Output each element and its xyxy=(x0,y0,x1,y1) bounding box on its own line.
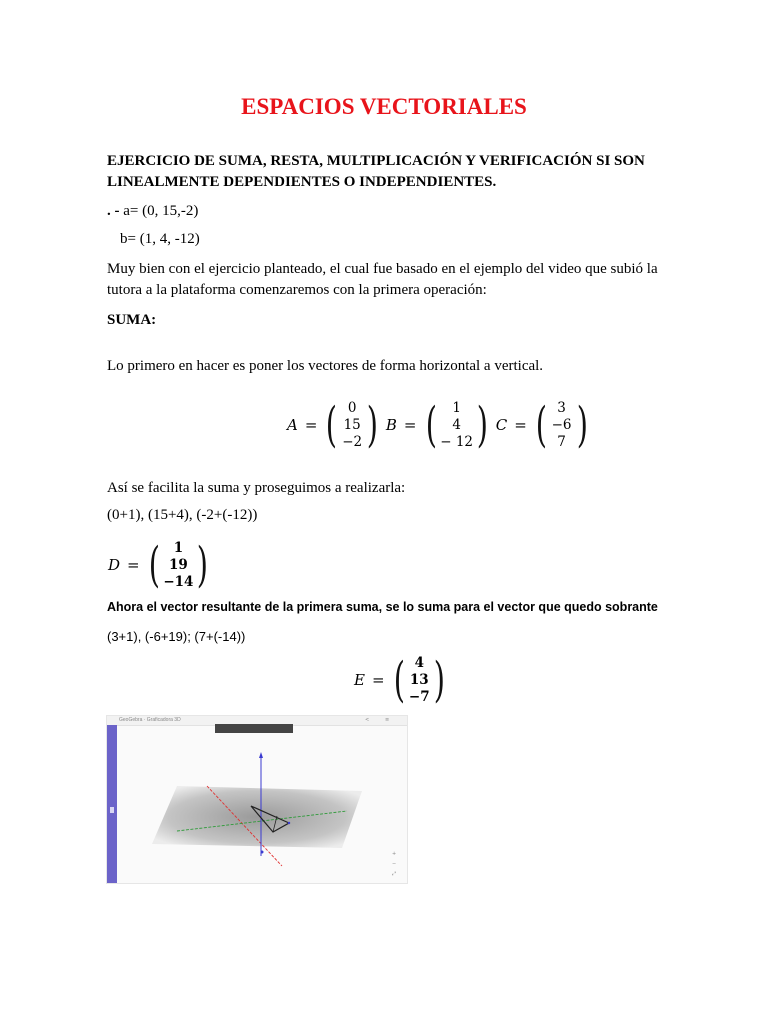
matrix-d: ( 1 19 −14 ) xyxy=(148,537,209,593)
equals-sign: = xyxy=(371,671,385,689)
intro-paragraph: Muy bien con el ejercicio planteado, el cual fue basado en el ejemplo del video que subió la tutora a la plataforma comenzaremos con la primera operación: xyxy=(107,261,658,298)
vector-point xyxy=(288,822,290,824)
origin-point xyxy=(261,851,264,854)
equals-sign: = xyxy=(127,556,140,574)
section-suma: SUMA: xyxy=(107,312,157,328)
matrix-a: ( 0 15 −2 ) xyxy=(326,397,379,453)
matrix-d-label: D xyxy=(108,556,121,574)
matrix-b-value: 1 xyxy=(452,399,461,416)
matrix-e-label: E xyxy=(354,671,365,689)
matrix-c-value: 7 xyxy=(557,433,566,450)
matrix-b-value: − 12 xyxy=(440,433,474,450)
step-vertical: Lo primero en hacer es poner los vectores de forma horizontal a vertical. xyxy=(107,358,544,374)
matrix-c-label: C xyxy=(495,416,508,434)
zoom-in-icon: + xyxy=(392,851,397,857)
matrix-e-value: −7 xyxy=(408,688,430,705)
matrix-a-label: A xyxy=(287,416,298,434)
sum-expression-2: (3+1), (-6+19); (7+(-14)) xyxy=(107,629,246,644)
matrix-c-value: −6 xyxy=(551,416,572,433)
share-icon: < xyxy=(365,717,370,723)
vector-b: b= (1, 4, -12) xyxy=(120,231,200,247)
vector-a: a= (0, 15,-2) xyxy=(123,203,199,219)
geogebra-screenshot xyxy=(106,715,408,884)
menu-icon: ≡ xyxy=(385,717,390,723)
matrix-b: ( 1 4 − 12 ) xyxy=(425,397,489,453)
sum-expression-1: (0+1), (15+4), (-2+(-12)) xyxy=(107,507,258,523)
matrix-b-label: B xyxy=(385,416,397,434)
matrix-d-value: 19 xyxy=(169,556,188,573)
step-resultante: Ahora el vector resultante de la primera suma, se lo suma para el vector que quedo sobrante xyxy=(107,600,658,614)
matrix-e-block xyxy=(351,652,450,708)
step-facilita: Así se facilita la suma y proseguimos a realizarla: xyxy=(107,480,406,496)
geogebra-window-title: GeoGebra · Graficadora 3D xyxy=(119,717,181,723)
bullet-marker: . - xyxy=(107,203,120,219)
z-axis-arrow-icon xyxy=(259,752,263,758)
page-title: ESPACIOS VECTORIALES xyxy=(241,94,527,119)
matrix-c: ( 3 −6 7 ) xyxy=(535,397,588,453)
matrices-abc xyxy=(284,397,592,453)
matrix-a-value: −2 xyxy=(342,433,363,450)
fullscreen-icon: ⤢ xyxy=(392,871,397,877)
equals-sign: = xyxy=(514,416,527,434)
matrix-a-value: 15 xyxy=(343,416,361,433)
matrix-c-value: 3 xyxy=(557,399,566,416)
matrix-e: ( 4 13 −7 ) xyxy=(393,652,446,708)
exercise-heading: EJERCICIO DE SUMA, RESTA, MULTIPLICACIÓN Y VERIFICACIÓN SI SON LINEALMENTE DEPENDIENTES O INDEPENDIENTES. xyxy=(107,153,645,190)
matrix-a-value: 0 xyxy=(347,399,357,416)
geogebra-3d-view xyxy=(107,716,407,883)
matrix-d-value: −14 xyxy=(163,573,194,590)
zoom-out-icon: − xyxy=(392,861,397,867)
matrix-d-block xyxy=(105,537,213,593)
matrix-b-value: 4 xyxy=(452,416,461,433)
matrix-d-value: 1 xyxy=(173,539,184,556)
equals-sign: = xyxy=(304,416,318,434)
vector-a-line xyxy=(107,201,198,222)
equals-sign: = xyxy=(403,416,417,434)
matrix-e-value: 13 xyxy=(409,671,429,688)
matrix-e-value: 4 xyxy=(414,654,424,671)
